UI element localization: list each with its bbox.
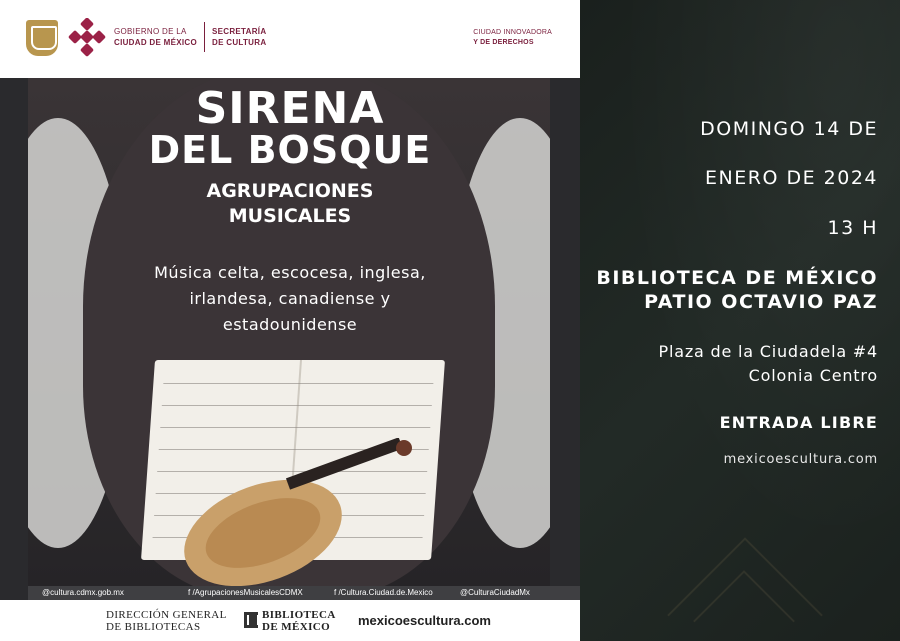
dgb-line-1: DIRECCIÓN GENERAL: [106, 609, 227, 621]
gov-label: [114, 26, 197, 48]
event-date-line-2: ENERO DE 2024: [705, 167, 878, 189]
event-venue: [596, 266, 878, 314]
poster-title-line-1: SIRENA: [195, 83, 385, 134]
cdmx-shield-logo: [26, 20, 58, 56]
dgb-logo: [106, 609, 227, 633]
facebook-handle-1: f /AgrupacionesMusicalesCDMX: [188, 588, 303, 597]
event-address: [659, 340, 878, 388]
event-info-panel: [580, 0, 900, 641]
slogan-line-1: CIUDAD INNOVADORA: [473, 29, 552, 36]
bdm-line-2: DE MÉXICO: [262, 621, 331, 633]
bdm-line-1: BIBLIOTECA: [262, 609, 336, 621]
poster-title-line-2: DEL BOSQUE: [148, 128, 432, 172]
poster-footer: [0, 600, 580, 641]
gov-header: [0, 0, 580, 78]
event-website-link[interactable]: mexicoescultura.com: [723, 452, 878, 467]
slogan: [473, 28, 552, 48]
poster-subtitle-line-2: MUSICALES: [228, 205, 352, 227]
address-line-1: Plaza de la Ciudadela #4: [658, 342, 878, 361]
header-divider: [204, 22, 205, 52]
secretaria-line-1: SECRETARÍA: [212, 27, 267, 36]
footer-url: mexicoescultura.com: [358, 613, 491, 628]
dgb-line-2: DE BIBLIOTECAS: [106, 621, 201, 633]
poster-description: Música celta, escocesa, inglesa, irlandesa, canadiense y estadounidense: [154, 263, 426, 334]
violin-icon: [168, 438, 418, 586]
social-bar: [28, 586, 580, 600]
entry-label: ENTRADA LIBRE: [719, 413, 878, 432]
gov-line-1: GOBIERNO DE LA: [114, 27, 187, 36]
secretaria-label: [212, 26, 266, 48]
event-date-line-1: DOMINGO 14 DE: [700, 118, 878, 140]
gov-line-2: CIUDAD DE MÉXICO: [114, 38, 198, 47]
address-line-2: Colonia Centro: [748, 366, 878, 385]
slogan-line-2: Y DE DERECHOS: [473, 39, 534, 46]
secretaria-line-2: DE CULTURA: [212, 38, 267, 47]
site-handle: @cultura.cdmx.gob.mx: [42, 588, 124, 597]
facebook-handle-2: f /Cultura.Ciudad.de.Mexico: [334, 588, 433, 597]
cdmx-logo-icon: [68, 18, 106, 58]
poster-subtitle-line-1: AGRUPACIONES: [206, 180, 374, 202]
bdm-logo: [262, 609, 336, 633]
venue-line-2: PATIO OCTAVIO PAZ: [644, 291, 878, 313]
event-time: 13 H: [827, 217, 878, 239]
library-icon: [244, 612, 258, 628]
twitter-handle: @CulturaCiudadMx: [460, 588, 530, 597]
venue-line-1: BIBLIOTECA DE MÉXICO: [596, 267, 878, 289]
